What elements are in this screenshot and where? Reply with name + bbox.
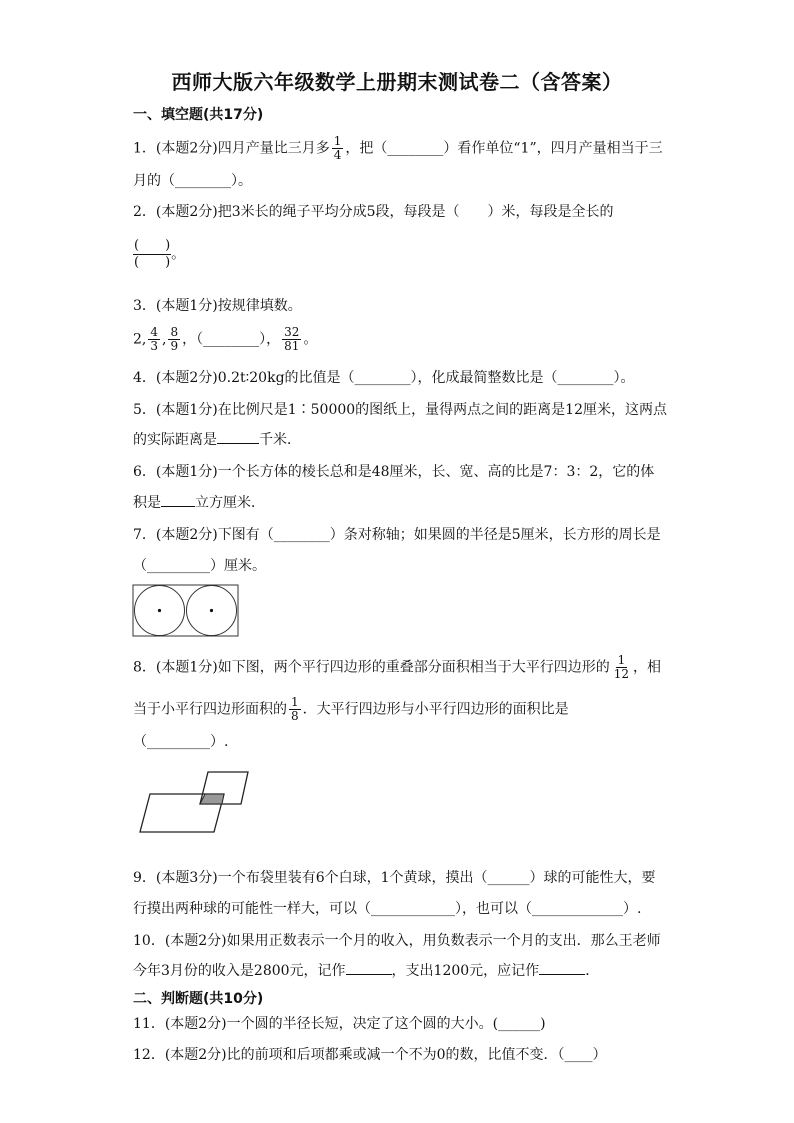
question-6-line-2 [133,494,265,512]
question-8-line-2 [133,696,569,723]
question-5-text-b: 的实际距离是 [133,432,217,448]
fraction-numerator: 32 [284,325,300,339]
fraction-one-quarter [332,135,344,162]
question-1-text-b: ，把（________）看作单位“1”，四月产量相当于三 [345,140,663,157]
question-8-text-d: ．大平行四边形与小平行四边形的面积比是 [302,701,569,718]
question-9-line-2: 行摸出两种球的可能性一样大，可以（____________），也可以（_____________）. [133,901,642,917]
fraction-denominator: 81 [284,339,300,353]
section-heading-true-false: 二、判断题(共10分) [133,991,264,1007]
rectangle-outline [133,585,238,636]
fraction-one-twelfth [612,654,631,681]
sequence-blank: ，（________）， [182,331,281,348]
fraction-one-eighth [289,696,301,723]
fraction-blank [133,238,171,271]
answer-blank [161,494,195,507]
fraction-numerator: 1 [617,653,626,667]
question-6-text-c: 立方厘米． [195,495,265,511]
question-9-line-1: 9．(本题3分)一个布袋里装有6个白球，1个黄球，摸出（______）球的可能性大，要 [133,870,656,886]
answer-blank [217,431,259,444]
question-8-text-c: 当于小平行四边形面积的 [133,701,287,718]
question-1-text-a: 1．(本题2分)四月产量比三月多 [133,140,330,157]
question-10-text-b: 今年3月份的收入是2800元，记作 [133,963,346,979]
answer-blank [346,962,392,975]
fraction-denominator: 3 [150,339,158,353]
fraction-numerator: 4 [150,325,158,339]
question-7-line-1: 7．(本题2分)下图有（________）条对称轴；如果圆的半径是5厘米，长方形的周长是 [133,527,661,543]
question-3-sequence: 2, $\frac{4}{3}$ , $\frac{8}{9}$ ，（________）， $\frac{32}{81}$ 。 [133,325,318,353]
question-4: 4．(本题2分)0.2t∶20kg的比值是（________），化成最简整数比是（________）。 [133,370,635,386]
question-6-line-1: 6．(本题1分)一个长方体的棱长总和是48厘米，长、宽、高的比是7：3：2，它的体 [133,464,655,480]
fraction-32-81 [282,326,301,353]
question-10-line-2 [133,962,599,980]
question-3-line-1: 3．(本题1分)按规律填数。 [133,298,302,314]
fraction-denominator: 8 [291,709,299,723]
fraction-numerator: 1 [333,134,342,148]
question-8-line-1 [133,654,661,681]
left-circle-center [158,609,161,612]
section-heading-fill-blank: 一、填空题(共17分) [133,107,264,123]
fraction-denominator: 4 [333,148,342,162]
question-10-line-1: 10．(本题2分)如果用正数表示一个月的收入，用负数表示一个月的支出．那么王老师 [133,933,661,949]
rectangle-two-circles-figure [132,584,240,638]
question-10-text-d: ． [585,963,600,979]
fraction-denominator-blank: ( ) [134,255,171,270]
fraction-four-thirds [148,326,160,353]
question-8-text-b: ，相 [633,659,662,676]
fraction-denominator: 9 [170,339,179,353]
question-5-line-2 [133,431,301,449]
question-5-text-c: 千米． [259,432,301,448]
fraction-numerator: 8 [170,325,179,339]
sequence-tail: 。 [303,331,318,348]
question-8-text-a: 8．(本题1分)如下图，两个平行四边形的重叠部分面积相当于大平行四边形的 [133,659,610,676]
fraction-denominator: 12 [613,667,630,681]
question-8-line-3: （_________）. [133,734,229,750]
question-1-line-2: 月的（________）。 [133,173,252,189]
overlap-region [200,794,224,804]
question-11: 11．(本题2分)一个圆的半径长短，决定了这个圆的大小。(______) [133,1016,546,1032]
question-1-line-1 [133,135,663,162]
overlapping-parallelograms-figure [138,768,254,836]
question-2-line-2 [133,238,185,271]
right-circle-center [210,609,213,612]
fraction-numerator-blank: ( ) [134,238,171,253]
fraction-numerator: 1 [291,695,299,709]
sequence-start: 2, [133,331,147,348]
question-10-text-c: ，支出1200元，应记作 [391,963,540,979]
page-title: 西师大版六年级数学上册期末测试卷二（含答案） [171,70,623,94]
question-2-line-1: 2．(本题2分)把3米长的绳子平均分成5段，每段是（ ）米，每段是全长的 [133,204,614,220]
question-7-line-2: （_________）厘米。 [133,558,266,574]
question-6-text-b: 积是 [133,495,161,511]
fraction-eight-ninths [168,326,180,353]
question-12: 12．(本题2分)比的前项和后项都乘或减一个不为0的数，比值不变．（____） [133,1047,607,1063]
question-5-line-1: 5．(本题1分)在比例尺是1∶50000的图纸上，量得两点之间的距离是12厘米，这两点 [133,402,667,418]
question-2-tail: 。 [171,246,186,263]
answer-blank [539,962,585,975]
